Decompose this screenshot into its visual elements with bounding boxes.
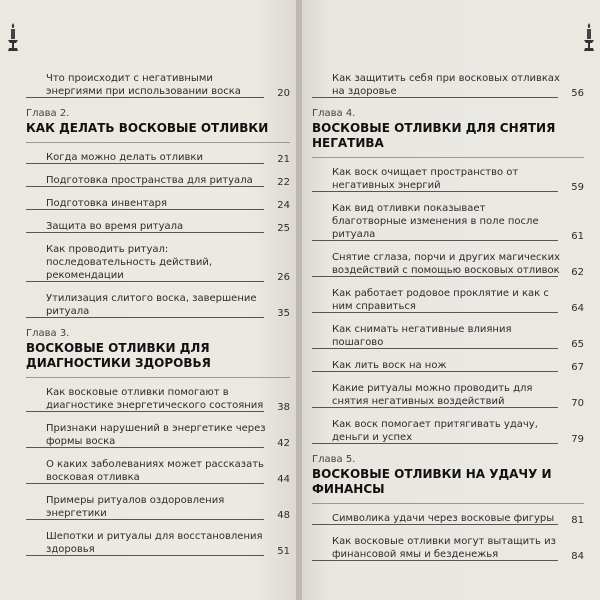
toc-page-number: 44 (277, 474, 290, 485)
toc-entry[interactable] (312, 287, 584, 313)
toc-entry[interactable] (312, 535, 584, 561)
chapter-label: Глава 3. (26, 328, 70, 339)
toc-entry[interactable] (312, 418, 584, 444)
leader-line (312, 524, 558, 525)
leader-line (26, 483, 264, 484)
toc-page-number: 21 (277, 154, 290, 165)
book-gutter (296, 0, 302, 600)
leader-line (26, 447, 264, 448)
toc-page-number: 51 (277, 546, 290, 557)
toc-page-number: 35 (277, 308, 290, 319)
toc-page-number: 26 (277, 272, 290, 283)
leader-line (312, 191, 558, 192)
toc-entry-text: Утилизация слитого воска, завершение ритуала (46, 293, 257, 317)
toc-page-number: 48 (277, 510, 290, 521)
toc-entry-text: Символика удачи через восковые фигуры (332, 513, 555, 524)
chapter-title: ВОСКОВЫЕ ОТЛИВКИ НА УДАЧУ И ФИНАНСЫ (312, 467, 584, 504)
chapter-label: Глава 4. (312, 108, 356, 119)
toc-entry[interactable] (312, 202, 584, 241)
toc-entry-text: Что происходит с негативными энергиями при использовании воска (46, 73, 241, 97)
leader-line (312, 560, 558, 561)
toc-entry-text: Защита во время ритуала (46, 221, 184, 232)
toc-page-number: 65 (571, 339, 584, 350)
toc-entry[interactable] (26, 386, 290, 412)
toc-entry-text: Примеры ритуалов оздоровления энергетики (46, 495, 225, 519)
toc-page-number: 62 (571, 267, 584, 278)
toc-entry-text: Как защитить себя при восковых отливках на здоровье (332, 73, 560, 97)
leader-line (26, 97, 264, 98)
leader-line (26, 317, 264, 318)
leader-line (312, 371, 558, 372)
toc-entry-text: Как работает родовое проклятие и как с ним справиться (332, 288, 549, 312)
toc-entry[interactable] (26, 530, 290, 556)
toc-page-number: 24 (277, 200, 290, 211)
toc-entry[interactable] (26, 174, 290, 187)
toc-entry-text: Как восковые отливки помогают в диагностике энергетического состояния (46, 387, 264, 411)
toc-entry[interactable] (26, 458, 290, 484)
leader-line (312, 240, 558, 241)
leader-line (312, 443, 558, 444)
toc-page-number: 56 (571, 88, 584, 99)
chapter-label: Глава 5. (312, 454, 356, 465)
toc-page-number: 64 (571, 303, 584, 314)
toc-left (26, 72, 290, 566)
toc-page-number: 84 (571, 551, 584, 562)
toc-entry-text: Как снимать негативные влияния пошагово (332, 324, 512, 348)
candlestick-icon (582, 22, 596, 52)
toc-page-number: 79 (571, 434, 584, 445)
toc-entry-text: Подготовка пространства для ритуала (46, 175, 253, 186)
chapter-title: ВОСКОВЫЕ ОТЛИВКИ ДЛЯ ДИАГНОСТИКИ ЗДОРОВЬЯ (26, 341, 290, 378)
chapter-title: КАК ДЕЛАТЬ ВОСКОВЫЕ ОТЛИВКИ (26, 121, 290, 143)
toc-entry-text: Признаки нарушений в энергетике через формы воска (46, 423, 266, 447)
chapter-label: Глава 2. (26, 108, 70, 119)
leader-line (26, 411, 264, 412)
toc-entry[interactable] (312, 251, 584, 277)
toc-page-number: 81 (571, 515, 584, 526)
toc-entry[interactable] (26, 220, 290, 233)
leader-line (26, 281, 264, 282)
toc-entry-text: Когда можно делать отливки (46, 152, 203, 163)
toc-entry-text: Как лить воск на нож (332, 360, 447, 371)
toc-page-number: 59 (571, 182, 584, 193)
toc-entry-text: Шепотки и ритуалы для восстановления здоровья (46, 531, 263, 555)
toc-page-number: 38 (277, 402, 290, 413)
leader-line (26, 232, 264, 233)
leader-line (312, 312, 558, 313)
toc-entry[interactable] (26, 197, 290, 210)
toc-entry-text: Как проводить ритуал: последовательность действий, рекомендации (46, 244, 213, 281)
toc-entry-text: Как вид отливки показывает благотворные изменения в поле после ритуала (332, 203, 539, 240)
toc-right (312, 72, 584, 571)
toc-entry[interactable] (312, 166, 584, 192)
toc-page-number: 70 (571, 398, 584, 409)
leader-line (312, 348, 558, 349)
toc-entry-text: Как восковые отливки могут вытащить из финансовой ямы и безденежья (332, 536, 556, 560)
toc-entry-text: О каких заболеваниях может рассказать восковая отливка (46, 459, 264, 483)
leader-line (312, 407, 558, 408)
leader-line (312, 276, 558, 277)
toc-entry[interactable] (312, 382, 584, 408)
leader-line (26, 186, 264, 187)
toc-entry-text: Какие ритуалы можно проводить для снятия негативных воздействий (332, 383, 533, 407)
toc-entry[interactable] (312, 359, 584, 372)
toc-entry-text: Снятие сглаза, порчи и других магических воздействий с помощью восковых отливок (332, 252, 561, 276)
leader-line (26, 519, 264, 520)
toc-page-number: 42 (277, 438, 290, 449)
leader-line (26, 555, 264, 556)
toc-entry[interactable] (312, 72, 584, 98)
toc-entry[interactable] (26, 494, 290, 520)
leader-line (26, 209, 264, 210)
toc-page-number: 22 (277, 177, 290, 188)
toc-page-number: 20 (277, 88, 290, 99)
toc-entry-text: Как воск помогает притягивать удачу, деньги и успех (332, 419, 538, 443)
toc-entry-text: Подготовка инвентаря (46, 198, 168, 209)
leader-line (312, 97, 558, 98)
toc-entry[interactable] (312, 512, 584, 525)
toc-entry[interactable] (26, 292, 290, 318)
toc-entry-text: Как воск очищает пространство от негативных энергий (332, 167, 519, 191)
toc-entry[interactable] (26, 243, 290, 282)
toc-page-number: 25 (277, 223, 290, 234)
toc-entry[interactable] (312, 323, 584, 349)
toc-entry[interactable] (26, 422, 290, 448)
leader-line (26, 163, 264, 164)
candlestick-icon (6, 22, 20, 52)
toc-entry[interactable] (26, 72, 290, 98)
chapter-title: ВОСКОВЫЕ ОТЛИВКИ ДЛЯ СНЯТИЯ НЕГАТИВА (312, 121, 584, 158)
toc-page-number: 61 (571, 231, 584, 242)
toc-page-number: 67 (571, 362, 584, 373)
toc-entry[interactable] (26, 151, 290, 164)
